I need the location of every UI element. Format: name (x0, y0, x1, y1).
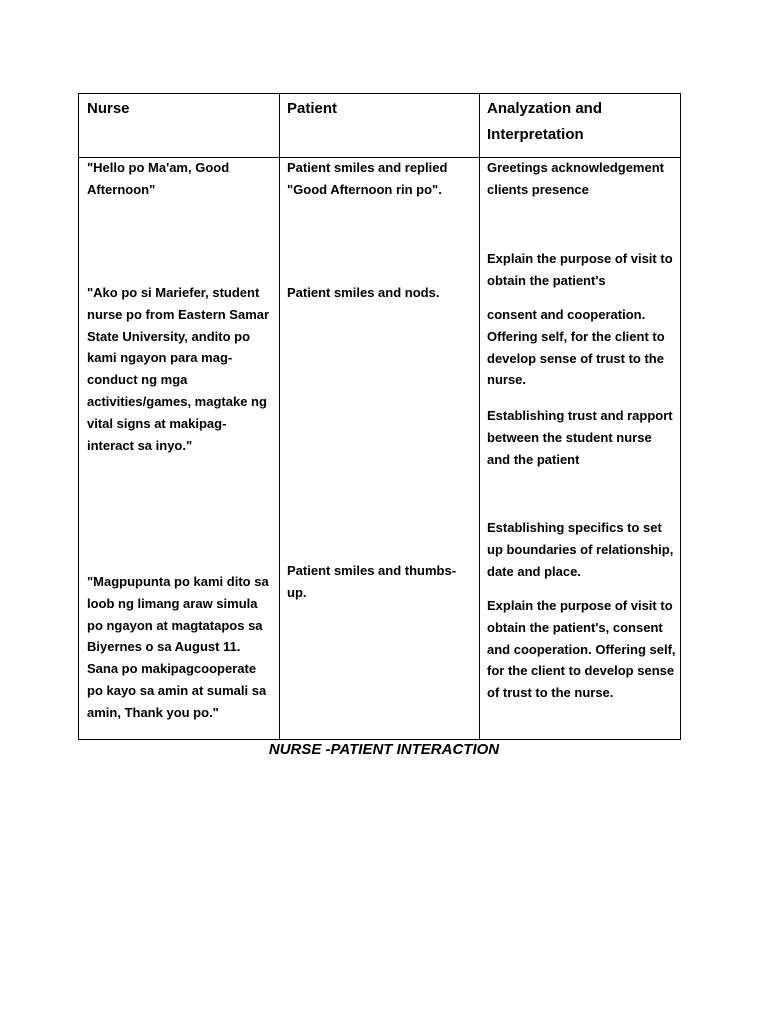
nurse-statement-3: "Magpupunta po kami dito sa loob ng limang araw simula po ngayon at magtatapos sa Biyernes o sa August 11. Sana po makipagcooperate po kayo sa amin at sumali sa amin, Thank you po." (87, 574, 269, 720)
interaction-table (78, 93, 681, 740)
analysis-4: Establishing trust and rapport between the student nurse and the patient (487, 408, 673, 467)
patient-response-2: Patient smiles and nods. (287, 285, 440, 300)
analysis-1: Greetings acknowledgement clients presence (487, 160, 664, 197)
patient-response-3: Patient smiles and thumbs-up. (287, 563, 457, 600)
analysis-5: Establishing specifics to set up boundaries of relationship, date and place. (487, 520, 674, 579)
header-patient: Patient (287, 100, 338, 117)
table-header-row (79, 94, 680, 158)
header-analysis: Analyzation and Interpretation (487, 100, 603, 143)
column-divider (479, 94, 480, 739)
column-divider (279, 94, 280, 739)
patient-response-1: Patient smiles and replied "Good Afternoon rin po". (287, 160, 448, 197)
table-caption: NURSE -PATIENT INTERACTION (268, 741, 500, 758)
analysis-3: consent and cooperation. Offering self, for the client to develop sense of trust to the nurse. (487, 307, 665, 388)
nurse-statement-2: "Ako po si Mariefer, student nurse po from Eastern Samar State University, andito po kami ngayon para mag-conduct ng mga activities/games, magtake ng vital signs at makipag-interact sa inyo." (87, 285, 270, 453)
nurse-statement-1: "Hello po Ma'am, Good Afternoon" (87, 160, 230, 197)
analysis-2: Explain the purpose of visit to obtain the patient's (487, 251, 673, 288)
analysis-6: Explain the purpose of visit to obtain the patient's, consent and cooperation. Offering self, for the client to develop sense of trust to the nurse. (487, 598, 676, 701)
header-nurse: Nurse (87, 100, 130, 117)
